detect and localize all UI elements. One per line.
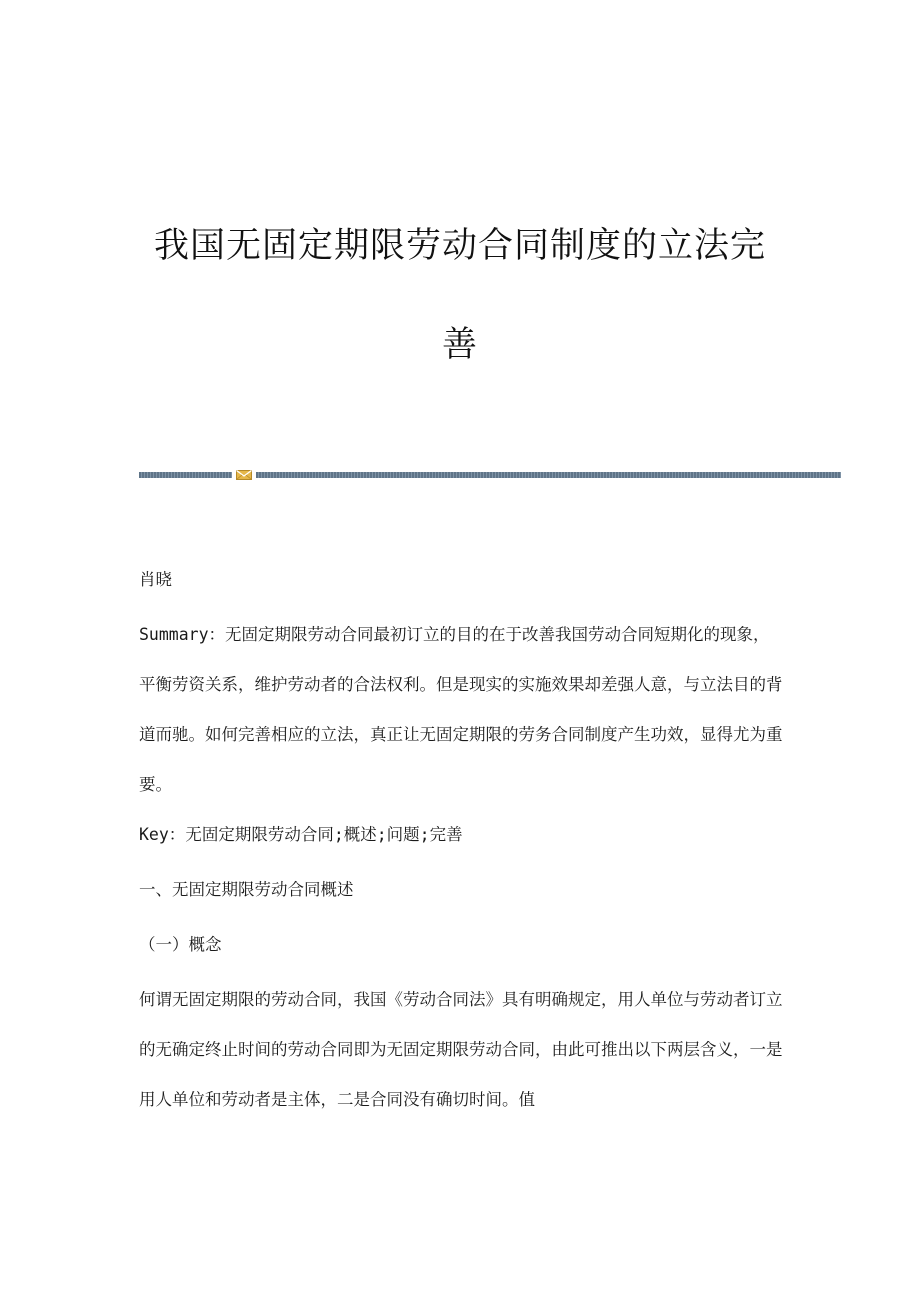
title-divider xyxy=(139,470,841,480)
divider-bar-right xyxy=(256,472,841,478)
keywords-text: 无固定期限劳动合同;概述;问题;完善 xyxy=(185,825,463,844)
author-name: 肖晓 xyxy=(139,570,172,589)
keywords-label: Key： xyxy=(139,825,186,844)
document-title-line-2: 善 xyxy=(441,325,478,365)
divider-bar-left xyxy=(139,472,232,478)
summary-label: Summary： xyxy=(139,625,226,644)
subsection-heading: （一）概念 xyxy=(139,935,222,954)
summary-text: 无固定期限劳动合同最初订立的目的在于改善我国劳动合同短期化的现象，平衡劳资关系，维护劳动者的合法权利。但是现实的实施效果却差强人意，与立法目的背道而驰。如何完善相应的立法，真正让无固定期限的劳务合同制度产生功效，显得尤为重要。 xyxy=(139,625,783,794)
body-paragraph: 何谓无固定期限的劳动合同，我国《劳动合同法》具有明确规定，用人单位与劳动者订立的无确定终止时间的劳动合同即为无固定期限劳动合同，由此可推出以下两层含义，一是用人单位和劳动者是主体，二是合同没有确切时间。值 xyxy=(139,990,783,1109)
document-title-line-1: 我国无固定期限劳动合同制度的立法完 xyxy=(153,226,766,266)
keywords-line xyxy=(139,810,784,860)
section-heading: 一、无固定期限劳动合同概述 xyxy=(139,880,354,899)
envelope-emblem-icon xyxy=(236,470,252,480)
summary-paragraph xyxy=(139,610,784,810)
